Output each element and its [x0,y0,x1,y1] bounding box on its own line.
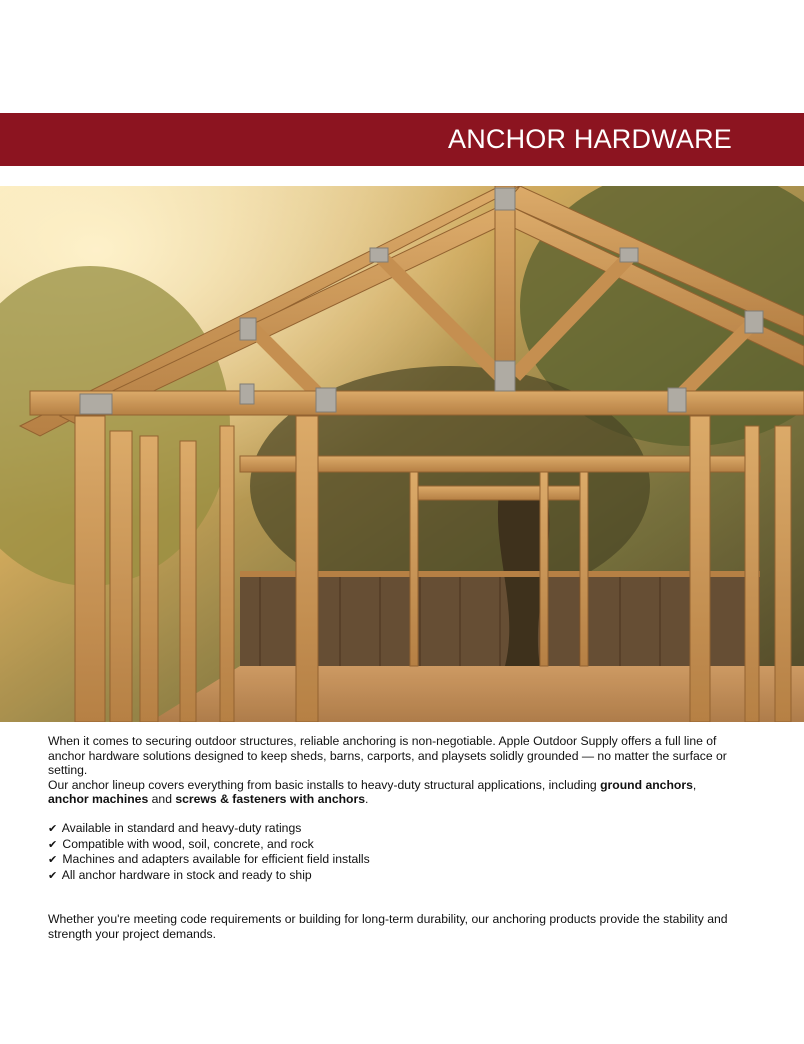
hero-photo [0,186,804,722]
feature-text: Available in standard and heavy-duty ratings [61,820,302,835]
lineup-prefix: Our anchor lineup covers everything from basic installs to heavy-duty structural applications, including [48,777,601,792]
list-item [48,852,738,868]
feature-text: Machines and adapters available for efficient field installs [62,852,370,867]
closing-paragraph: Whether you're meeting code requirements or building for long-term durability, our anchoring products provide the stability and strength your project demands. [48,912,728,941]
feature-text: All anchor hardware in stock and ready to ship [61,867,312,882]
list-item [48,837,738,853]
section-title: ANCHOR HARDWARE [447,124,732,154]
intro-paragraph: When it comes to securing outdoor structures, reliable anchoring is non-negotiable. Apple Outdoor Supply offers a full line of anchor hardware solutions designed to keep sheds, barns, carports, and playsets solidly grounded — no matter the surface or setting. [48,734,727,778]
lineup-item-ground-anchors: ground anchors [600,777,693,792]
lineup-item-screws-fasteners: screws & fasteners with anchors [175,792,366,807]
checkmark-icon: ✔ [48,822,58,835]
checkmark-icon: ✔ [48,869,58,882]
feature-list [48,821,738,883]
lineup-suffix: . [365,792,369,807]
body-copy [48,734,738,942]
checkmark-icon: ✔ [48,838,58,851]
lineup-item-anchor-machines: anchor machines [48,792,149,807]
lineup-separator: , [692,777,697,792]
list-item [48,821,738,837]
list-item [48,868,738,884]
lineup-separator: and [148,792,176,807]
section-banner [0,113,804,166]
lineup-paragraph [48,778,738,807]
checkmark-icon: ✔ [48,854,58,867]
feature-text: Compatible with wood, soil, concrete, and rock [62,836,314,851]
shed-frame-illustration [0,186,804,722]
